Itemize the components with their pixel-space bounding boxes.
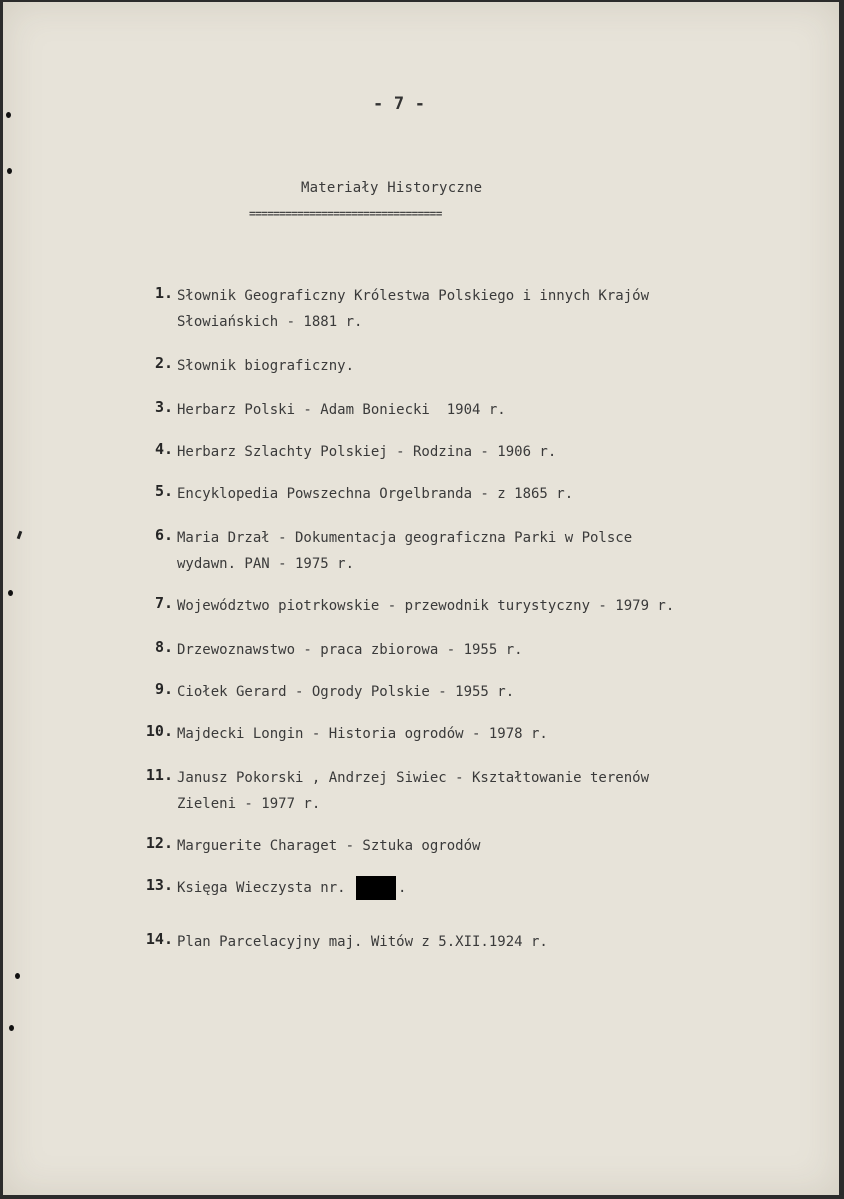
item-number: 4. bbox=[154, 440, 173, 458]
item-text-line: Słownik Geograficzny Królestwa Polskiego i innych Krajów bbox=[177, 288, 650, 304]
item-text-line: Ciołek Gerard - Ogrody Polskie - 1955 r. bbox=[177, 684, 515, 700]
page-number: - 7 - bbox=[373, 94, 426, 114]
item-text-line bbox=[177, 876, 406, 900]
item-text-line: Maria Drzał - Dokumentacja geograficzna Parki w Polsce bbox=[177, 530, 633, 546]
item-number: 7. bbox=[154, 594, 173, 612]
item-text-line: Marguerite Charaget - Sztuka ogrodów bbox=[177, 838, 481, 854]
item-number: 6. bbox=[154, 526, 173, 544]
item-number: 2. bbox=[154, 354, 173, 372]
item-number: 13. bbox=[145, 876, 173, 894]
heading-underline: ================================ bbox=[249, 207, 442, 220]
punch-hole-mark bbox=[15, 973, 20, 979]
punch-hole-mark bbox=[8, 590, 13, 596]
item-number: 14. bbox=[145, 930, 173, 948]
item-text-line: Herbarz Polski - Adam Boniecki 1904 r. bbox=[177, 402, 506, 418]
item-number: 12. bbox=[145, 834, 173, 852]
punch-hole-mark bbox=[6, 112, 11, 118]
item-text-line: Zieleni - 1977 r. bbox=[177, 796, 321, 812]
margin-mark bbox=[17, 531, 23, 540]
punch-hole-mark bbox=[9, 1025, 14, 1031]
punch-hole-mark bbox=[7, 168, 12, 174]
item-text-line: Majdecki Longin - Historia ogrodów - 1978 r. bbox=[177, 726, 548, 742]
item-number: 9. bbox=[154, 680, 173, 698]
item-text-line: Słowiańskich - 1881 r. bbox=[177, 314, 363, 330]
item-text-before-redaction: Księga Wieczysta nr. bbox=[177, 880, 355, 896]
item-text-line: Drzewoznawstwo - praca zbiorowa - 1955 r. bbox=[177, 642, 523, 658]
item-number: 10. bbox=[145, 722, 173, 740]
item-number: 3. bbox=[154, 398, 173, 416]
item-text-line: wydawn. PAN - 1975 r. bbox=[177, 556, 355, 572]
item-number: 8. bbox=[154, 638, 173, 656]
item-number: 11. bbox=[145, 766, 173, 784]
item-text-line: Herbarz Szlachty Polskiej - Rodzina - 1906 r. bbox=[177, 444, 557, 460]
redaction-block bbox=[356, 876, 396, 900]
page-heading: Materiały Historyczne bbox=[301, 180, 483, 196]
item-text-line: Encyklopedia Powszechna Orgelbranda - z 1865 r. bbox=[177, 486, 574, 502]
item-text-line: Województwo piotrkowskie - przewodnik turystyczny - 1979 r. bbox=[177, 598, 675, 614]
item-text-line: Janusz Pokorski , Andrzej Siwiec - Kształtowanie terenów bbox=[177, 770, 650, 786]
item-text-after-redaction: . bbox=[398, 880, 407, 896]
item-number: 5. bbox=[154, 482, 173, 500]
item-number: 1. bbox=[154, 284, 173, 302]
item-text-line: Słownik biograficzny. bbox=[177, 358, 355, 374]
document-page bbox=[3, 2, 839, 1195]
item-text-line: Plan Parcelacyjny maj. Witów z 5.XII.1924 r. bbox=[177, 934, 548, 950]
